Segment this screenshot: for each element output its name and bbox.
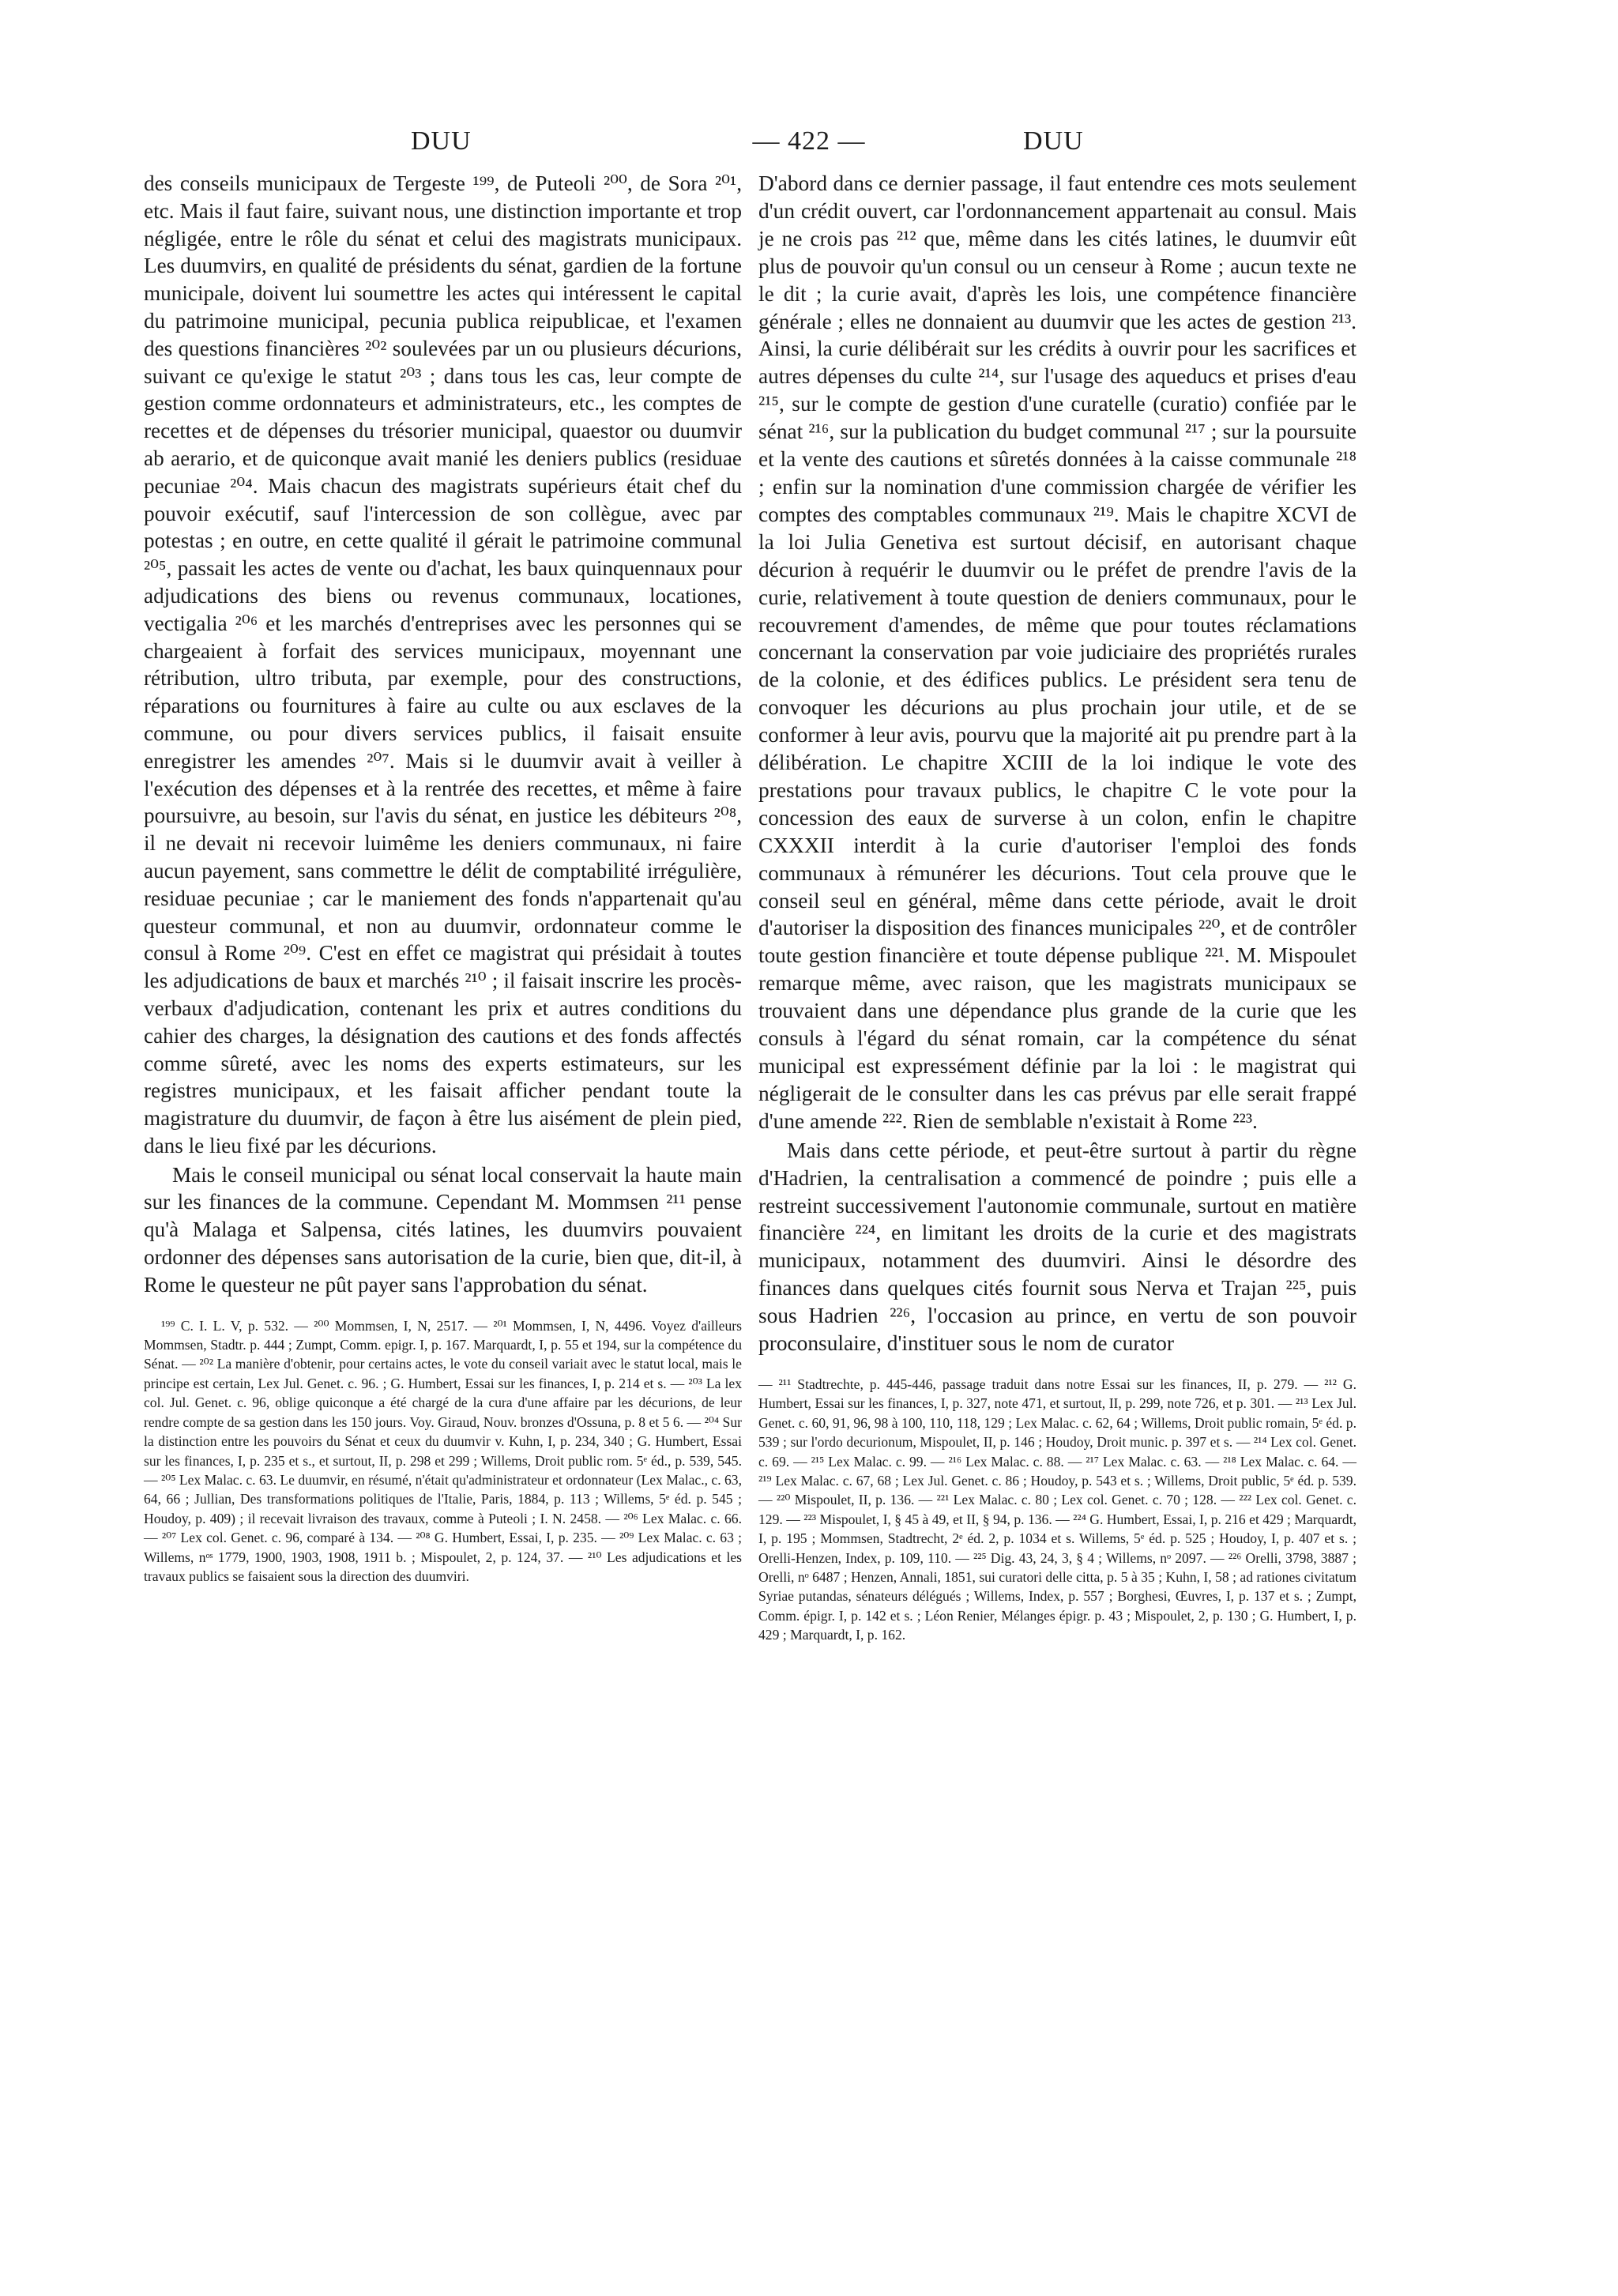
right-paragraph-2: Mais dans cette période, et peut-être surtout à partir du règne d'Hadrien, la centralisation a commencé de poindre ; puis elle a restreint successivement l'autonomie communale, surtout en matière financière ²²⁴, en limitant les droits de la curie et des magistrats municipaux, notamment des duumviri. Ainsi le désordre des finances dans quelques cités fournit sous Nerva et Trajan ²²⁵, puis sous Hadrien ²²⁶, l'occasion au prince, en vertu de son pouvoir proconsulaire, d'instituer sous le nom de curator [758,1138,1356,1356]
right-paragraph-1: D'abord dans ce dernier passage, il faut entendre ces mots seulement d'un crédit ouvert, car l'ordonnancement appartenait au consul. Mais je ne crois pas ²¹² que, même dans les cités latines, le duumvir eût plus de pouvoir qu'un consul ou un censeur à Rome ; aucun texte ne le dit ; la curie avait, d'après les lois, une compétence financière générale ; elles ne donnaient au duumvir que les actes de gestion ²¹³. Ainsi, la curie délibérait sur les crédits à ouvrir pour les sacrifices et autres dépenses du culte ²¹⁴, sur l'usage des aqueducs et prises d'eau ²¹⁵, sur le compte de gestion d'une curatelle (curatio) confiée par le sénat ²¹⁶, sur la publication du budget communal ²¹⁷ ; sur la poursuite et la vente des cautions et sûretés données à la caisse communale ²¹⁸ ; enfin sur la nomination d'une commission chargée de vérifier les comptes des comptables communaux ²¹⁹. Mais le chapitre XCVI de la loi Julia Genetiva est surtout décisif, en autorisant chaque décurion à requérir le duumvir ou le préfet de prendre l'avis de la curie, relativement à toute question de deniers communaux, pour le recouvrement d'amendes, de même que pour toutes réclamations concernant la conservation par voie judiciaire des propriétés rurales de la colonie, et des édifices publics. Le président sera tenu de convoquer les décurions au plus prochain jour utile, et de se conformer à leur avis, pourvu que la majorité ait pu prendre part à la délibération. Le chapitre XCIII de la loi indique le vote des prestations pour travaux publics, le chapitre C le vote pour la concession des eaux de surverse à un colon, enfin le chapitre CXXXII interdit à la curie d'autoriser l'emploi des fonds communaux à rémunérer les décurions. Tout cela prouve que le conseil seul en général, même dans cette période, avait le droit d'autoriser la disposition des finances municipales ²²⁰, et de contrôler toute gestion financière et toute dépense publique ²²¹. M. Mispoulet remarque même, avec raison, que les magistrats municipaux se trouvaient dans une dépendance plus grande de la curie que les consuls à l'égard du sénat romain, car la compétence du sénat municipal est expressément définie par la loi : le magistrat qui négligerait de le consulter dans les cas prévus par elle serait frappé d'une amende ²²². Rien de semblable n'existait à Rome ²²³. [758,171,1356,1133]
page-number: — 422 — [752,126,866,156]
left-footnotes-text: ¹⁹⁹ C. I. L. V, p. 532. — ²⁰⁰ Mommsen, I, N, 2517. — ²⁰¹ Mommsen, I, N, 4496. Voyez d'ailleurs Mommsen, Stadtr. p. 444 ; Zumpt, Comm. epigr. I, p. 167. Marquardt, I, p. 55 et 194, sur la compétence du Sénat. — ²⁰² La manière d'obtenir, pour certains actes, le vote du conseil variait avec le statut local, mais le principe est certain, Lex Jul. Genet. c. 96. ; G. Humbert, Essai sur les finances, I, p. 214 et s. — ²⁰³ La lex col. Jul. Genet. c. 96, oblige quiconque a été chargé de la cura d'une affaire par les décurions, de leur rendre compte de sa gestion dans les 150 jours. Voy. Giraud, Nouv. bronzes d'Ossuna, p. 8 et 5 6. — ²⁰⁴ Sur la distinction entre les pouvoirs du Sénat et ceux du duumvir v. Kuhn, I, p. 234, 340 ; G. Humbert, Essai sur les finances, I, p. 235 et s., et surtout, II, p. 298 et 299 ; Willems, Droit public rom. 5ᵉ éd., p. 539, 545. — ²⁰⁵ Lex Malac. c. 63. Le duumvir, en résumé, n'était qu'administrateur et ordonnateur (Lex Malac., c. 63, 64, 66 ; Jullian, Des transformations politiques de l'Italie, Paris, 1884, p. 113 ; Willems, 5ᵉ éd. p. 545 ; Houdoy, p. 409) ; il recevait livraison des travaux, comme à Puteoli ; I. N. 2458. — ²⁰⁶ Lex Malac. c. 66. — ²⁰⁷ Lex col. Genet. c. 96, comparé à 134. — ²⁰⁸ G. Humbert, Essai, I, p. 235. — ²⁰⁹ Lex Malac. c. 63 ; Willems, nᵒˢ 1779, 1900, 1903, 1908, 1911 b. ; Mispoulet, 2, p. 124, 37. — ²¹⁰ Les adjudications et les travaux publics se faisaient sous la direction des duumviri. [144,1317,742,1584]
left-column [144,170,742,1586]
left-paragraph-2: Mais le conseil municipal ou sénat local conservait la haute main sur les finances de la commune. Cependant M. Mommsen ²¹¹ pense qu'à Malaga et Salpensa, cités latines, les duumvirs pouvaient ordonner des dépenses sans autorisation de la curie, bien que, dit-il, à Rome le questeur ne pût payer sans l'approbation du sénat. [144,1162,742,1297]
running-head-right: DUU [1023,126,1084,156]
left-paragraph-1: des conseils municipaux de Tergeste ¹⁹⁹, de Puteoli ²⁰⁰, de Sora ²⁰¹, etc. Mais il faut faire, suivant nous, une distinction importante et trop négligée, entre le rôle du sénat et celui des magistrats municipaux. Les duumvirs, en qualité de présidents du sénat, gardien de la fortune municipale, doivent lui soumettre les actes qui intéressent le capital du patrimoine municipal, pecunia publica reipublicae, et l'examen des questions financières ²⁰² soulevées par un ou plusieurs décurions, suivant ce qu'exige le statut ²⁰³ ; dans tous les cas, leur compte de gestion comme ordonnateurs et administrateurs, etc., les comptes de recettes et de dépenses du trésorier municipal, quaestor ou duumvir ab aerario, et de quiconque avait manié les deniers publics (residuae pecuniae ²⁰⁴. Mais chacun des magistrats supérieurs était chef du pouvoir exécutif, sauf l'intercession de son collègue, avec par potestas ; en outre, en cette qualité il gérait le patrimoine communal ²⁰⁵, passait les actes de vente ou d'achat, les baux quinquennaux pour adjudications des biens ou revenus communaux, locationes, vectigalia ²⁰⁶ et les marchés d'entreprises avec les personnes qui se chargeaient à forfait des services municipaux, moyennant une rétribution, ultro tributa, par exemple, pour des constructions, réparations ou fournitures à faire au culte ou aux esclaves de la commune, ou pour divers services publics, il faisait ensuite enregistrer les amendes ²⁰⁷. Mais si le duumvir avait à veiller à l'exécution des dépenses et à la rentrée des recettes, et même à faire poursuivre, au besoin, sur l'avis du sénat, en justice les débiteurs ²⁰⁸, il ne devait ni recevoir luimême les deniers communaux, ni faire aucun payement, sans commettre le délit de comptabilité irrégulière, residuae pecuniae ; car le maniement des fonds n'appartenait qu'au questeur communal, et non au duumvir, ordonnateur comme le consul à Rome ²⁰⁹. C'est en effet ce magistrat qui présidait à toutes les adjudications de baux et marchés ²¹⁰ ; il faisait inscrire les procès-verbaux d'adjudication, contenant les prix et autres conditions du cahier des charges, la désignation des cautions et des fonds affectés comme sûreté, avec les noms des experts estimateurs, sur les registres municipaux, et les faisait afficher pendant toute la magistrature du duumvir, de façon à être lus aisément de plein pied, dans le lieu fixé par les décurions. [144,171,742,1157]
left-body-text [144,170,742,1299]
right-column [758,170,1356,1645]
running-head-left: DUU [411,126,472,156]
right-footnotes-text: — ²¹¹ Stadtrechte, p. 445-446, passage traduit dans notre Essai sur les finances, II, p. 279. — ²¹² G. Humbert, Essai sur les finances, I, p. 327, note 471, et surtout, II, p. 299, note 726, et p. 301. — ²¹³ Lex Jul. Genet. c. 60, 91, 96, 98 à 100, 110, 118, 129 ; Lex Malac. c. 62, 64 ; Willems, Droit public romain, 5ᵉ éd. p. 539 ; sur l'ordo decurionum, Mispoulet, II, p. 146 ; Houdoy, Droit munic. p. 397 et s. — ²¹⁴ Lex col. Genet. c. 69. — ²¹⁵ Lex Malac. c. 99. — ²¹⁶ Lex Malac. c. 88. — ²¹⁷ Lex Malac. c. 63. — ²¹⁸ Lex Malac. c. 64. — ²¹⁹ Lex Malac. c. 67, 68 ; Lex Jul. Genet. c. 86 ; Houdoy, p. 543 et s. ; Willems, Droit public, 5ᵉ éd. p. 539. — ²²⁰ Mispoulet, II, p. 136. — ²²¹ Lex Malac. c. 80 ; Lex col. Genet. c. 70 ; 128. — ²²² Lex col. Genet. c. 129. — ²²³ Mispoulet, I, § 45 à 49, et II, § 94, p. 136. — ²²⁴ G. Humbert, Essai, I, p. 216 et 429 ; Marquardt, I, p. 195 ; Mommsen, Stadtrecht, 2ᵉ éd. 2, p. 1034 et s. Willems, 5ᵉ éd. p. 525 ; Houdoy, I, p. 407 et s. ; Orelli-Henzen, Index, p. 109, 110. — ²²⁵ Dig. 43, 24, 3, § 4 ; Willems, nᵒ 2097. — ²²⁶ Orelli, 3798, 3887 ; Orelli, nᵒ 6487 ; Henzen, Annali, 1851, sui curatori delle citta, p. 5 à 35 ; Kuhn, I, 58 ; ad rationes civitatum Syriae putandas, sénateurs délégués ; Willems, Index, p. 557 ; Borghesi, Œuvres, I, p. 137 et s. ; Zumpt, Comm. épigr. I, p. 142 et s. ; Léon Renier, Mélanges épigr. p. 43 ; Mispoulet, 2, p. 130 ; G. Humbert, I, p. 429 ; Marquardt, I, p. 162. [758,1376,1356,1643]
left-footnotes [144,1316,742,1586]
right-footnotes [758,1375,1356,1645]
right-body-text [758,170,1356,1357]
page-header [0,126,1618,166]
